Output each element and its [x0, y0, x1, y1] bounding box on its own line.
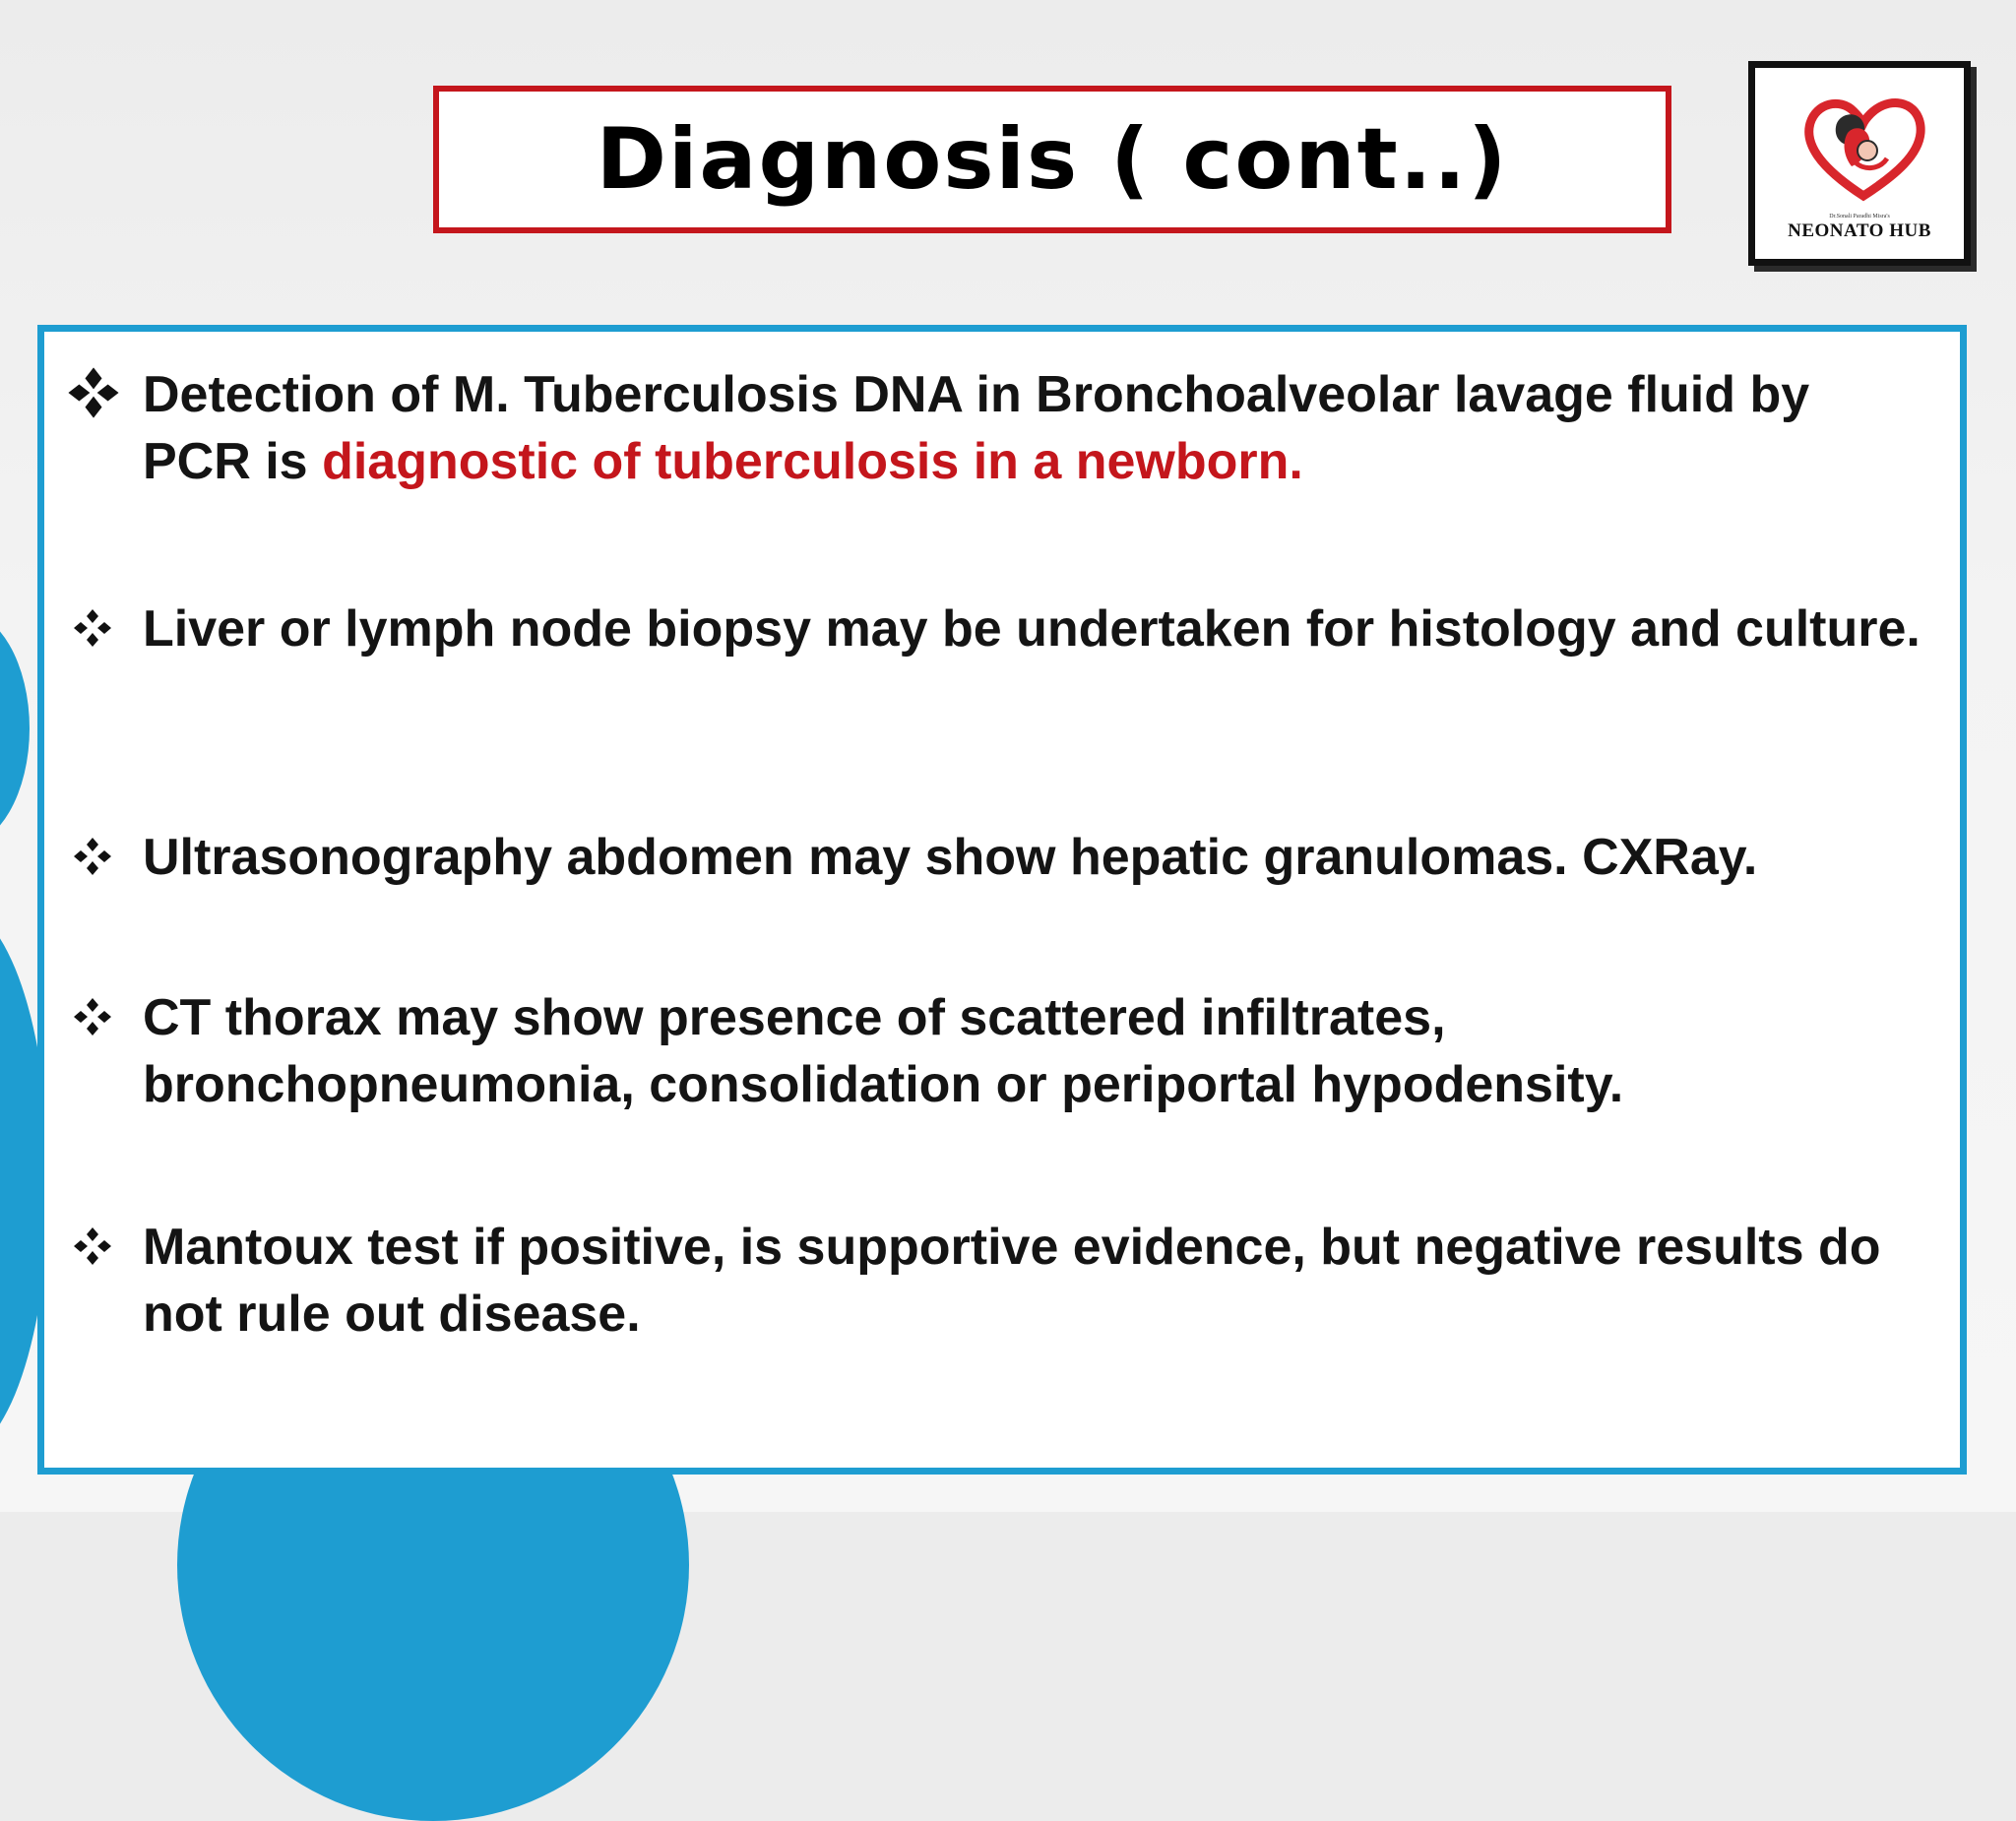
four-diamond-bullet-icon — [70, 605, 115, 651]
bullet-text: Mantoux test if positive, is supportive evidence, but negative results do not rule out disease. — [143, 1219, 1881, 1343]
four-diamond-bullet-icon — [66, 365, 121, 420]
four-diamond-bullet-icon — [70, 1224, 115, 1269]
slide-title: Diagnosis ( cont..) — [596, 110, 1509, 209]
title-box — [433, 86, 1671, 233]
bullet-text: Ultrasonography abdomen may show hepatic granulomas. CXRay. — [143, 829, 1758, 886]
bullet-text: Liver or lymph node biopsy may be undertaken for histology and culture. — [143, 600, 1921, 658]
four-diamond-bullet-icon — [70, 994, 115, 1039]
logo-name: NEONATO HUB — [1788, 220, 1931, 241]
logo-subtitle: Dr.Sonali Paradhi Misra's — [1829, 214, 1890, 220]
heart-logo-icon — [1798, 94, 1928, 204]
four-diamond-bullet-icon — [70, 834, 115, 879]
content-box — [37, 325, 1967, 1475]
bullet-text: CT thorax may show presence of scattered infiltrates, bronchopneumonia, consolidation or periportal hypodensity. — [143, 989, 1624, 1113]
bullet-text — [143, 361, 1924, 495]
bullet-text-highlight: diagnostic of tuberculosis in a newborn. — [322, 433, 1303, 490]
bullet-text-main: Detection of M. Tuberculosis DNA in Bronchoalveolar lavage fluid by PCR is — [143, 366, 1810, 490]
logo-box — [1748, 61, 1971, 266]
